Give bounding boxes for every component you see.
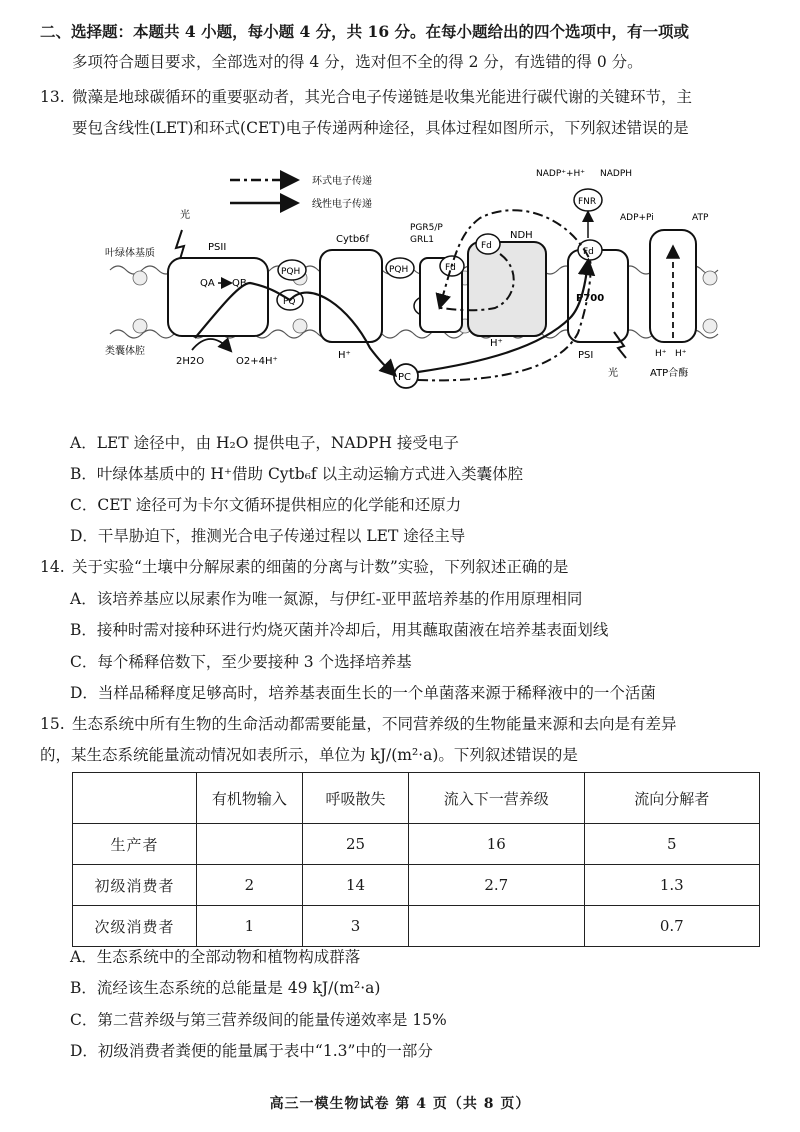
fd-psi-label: Fd [583,247,594,257]
table-cell: 2.7 [409,865,584,906]
legend-cyclic-label: 环式电子传递 [312,176,372,187]
light-left-label: 光 [180,210,190,221]
light-right-label: 光 [608,368,618,379]
nadph-label: NADPH [600,169,633,179]
table-cell: 生产者 [73,824,197,865]
section-instructions: 多项符合题目要求，全部选对的得 4 分，选对但不全的得 2 分，有选错的得 0 分。 [72,53,643,71]
q14-option-b[interactable]: B．接种时需对接种环进行灼烧灭菌并冷却后，用其蘸取菌液在培养基表面划线 [70,621,609,639]
fd-top-label: Fd [481,241,492,251]
q13-option-c[interactable]: C．CET 途径可为卡尔文循环提供相应的化学能和还原力 [70,496,462,514]
h-cyt-label: H⁺ [338,350,351,361]
question-13-number: 13. [40,88,65,106]
q14-option-a[interactable]: A．该培养基应以尿素作为唯一氮源，与伊红-亚甲蓝培养基的作用原理相同 [70,590,583,608]
q15-option-a[interactable]: A．生态系统中的全部动物和植物构成群落 [70,948,361,966]
qa-label: QA [200,278,215,289]
table-cell [196,824,302,865]
table-cell: 次级消费者 [73,906,197,947]
adp-label: ADP+Pi [620,213,654,223]
table-cell: 25 [302,824,408,865]
pc-label: PC [398,372,412,383]
h-atp-label-2: H⁺ [675,349,687,359]
h-atp-label-1: H⁺ [655,349,667,359]
table-header-cell: 有机物输入 [196,773,302,824]
table-row [73,906,760,947]
question-15-stem-line2: 的，某生态系统能量流动情况如表所示，单位为 kJ/(m²·a)。下列叙述错误的是 [40,746,578,764]
pgr5-label: PGR5/P [410,223,443,233]
q13-option-a[interactable]: A．LET 途径中，由 H₂O 提供电子，NADPH 接受电子 [70,434,459,452]
psi-label: PSI [578,350,594,361]
p700-label: P700 [576,293,605,304]
table-cell: 3 [302,906,408,947]
table-cell: 14 [302,865,408,906]
table-row [73,824,760,865]
table-header-cell [73,773,197,824]
q14-option-c[interactable]: C．每个稀释倍数下，至少要接种 3 个选择培养基 [70,653,412,671]
table-cell: 16 [409,824,584,865]
q15-option-b[interactable]: B．流经该生态系统的总能量是 49 kJ/(m²·a) [70,979,381,997]
h-plus-ndh-label: H⁺ [490,338,503,349]
atp-synthase-label: ATP合酶 [650,368,689,379]
stroma-label: 叶绿体基质 [105,248,155,259]
table-cell: 1 [196,906,302,947]
psii-complex [168,258,268,336]
qb-label: QB [232,278,247,289]
table-cell: 0.7 [584,906,759,947]
table-cell: 2 [196,865,302,906]
nadp-label: NADP⁺+H⁺ [536,169,586,179]
table-cell: 初级消费者 [73,865,197,906]
table-cell: 1.3 [584,865,759,906]
question-15-number: 15. [40,715,65,733]
question-14-number: 14. [40,558,65,576]
table-header-row [73,773,760,824]
h2o-label: 2H2O [176,356,205,367]
question-13-stem-line1: 微藻是地球碳循环的重要驱动者，其光合电子传递链是收集光能进行碳代谢的关键环节，主 [72,88,693,106]
psii-label: PSII [208,242,227,253]
pq-left-label: PQ [283,297,296,307]
fd-left-label: Fd [445,263,456,273]
atp-label: ATP [692,213,709,223]
section-title: 二、选择题：本题共 4 小题，每小题 4 分，共 16 分。在每小题给出的四个选项中，有一项或 [40,22,690,41]
energy-flow-table [72,772,760,947]
electron-transport-diagram [100,158,740,403]
pqh-right-label: PQH [389,265,409,275]
lumen-label: 类囊体腔 [105,346,145,357]
o2-label: O2+4H⁺ [236,356,278,367]
cytb6f-complex [320,250,382,342]
cytb6f-label: Cytb6f [336,234,370,245]
question-13-stem-line2: 要包含线性(LET)和环式(CET)电子传递两种途径，具体过程如图所示，下列叙述错误的是 [72,119,689,137]
table-cell: 5 [584,824,759,865]
q13-option-d[interactable]: D．干旱胁迫下，推测光合电子传递过程以 LET 途径主导 [70,527,466,545]
question-15-stem-line1: 生态系统中所有生物的生命活动都需要能量，不同营养级的生物能量来源和去向是有差异 [72,715,677,733]
q13-option-b[interactable]: B．叶绿体基质中的 H⁺借助 Cytb₆f 以主动运输方式进入类囊体腔 [70,465,524,483]
table-header-cell: 流向分解者 [584,773,759,824]
fnr-label: FNR [578,197,597,207]
page-footer: 高三一模生物试卷 第 4 页（共 8 页） [269,1096,531,1112]
ndh-complex [468,242,546,336]
table-header-cell: 呼吸散失 [302,773,408,824]
q14-option-d[interactable]: D．当样品稀释度足够高时，培养基表面生长的一个单菌落来源于稀释液中的一个活菌 [70,684,656,702]
question-14-stem: 关于实验“土壤中分解尿素的细菌的分离与计数”实验，下列叙述正确的是 [72,558,569,576]
table-cell [409,906,584,947]
q15-option-c[interactable]: C．第二营养级与第三营养级间的能量传递效率是 15% [70,1011,447,1029]
q15-option-d[interactable]: D．初级消费者粪便的能量属于表中“1.3”中的一部分 [70,1042,433,1060]
pqh-left-label: PQH [281,267,301,277]
table-header-cell: 流入下一营养级 [409,773,584,824]
table-row [73,865,760,906]
legend-linear-label: 线性电子传递 [312,199,372,210]
ndh-label: NDH [510,230,533,241]
grl1-label: GRL1 [410,235,434,245]
